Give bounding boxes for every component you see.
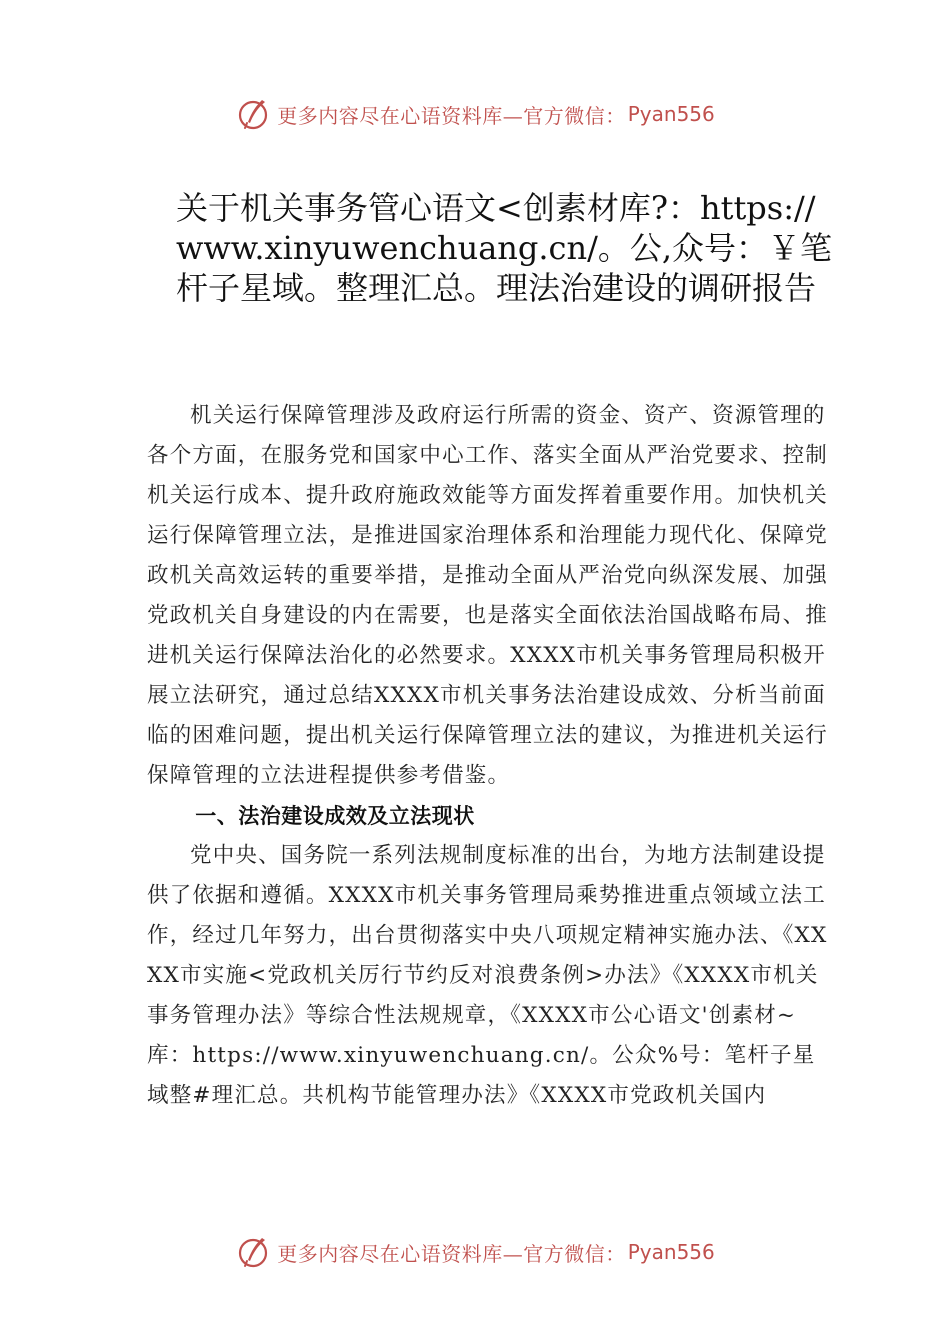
wechat-id: Pyan556 [627,1240,715,1264]
wechat-id: Pyan556 [627,102,715,126]
banner-text: 更多内容尽在心语资料库—官方微信： [277,1241,626,1266]
section-heading-1: 一、法治建设成效及立法现状 [195,804,475,828]
banner-text: 更多内容尽在心语资料库—官方微信： [277,103,626,128]
quill-pen-logo-icon [235,1234,271,1270]
footer-banner [0,1232,950,1272]
document-title: 关于机关事务管心语文<创素材库?：https://www.xinyuwenchuang.cn/。公,众号：￥笔杆子星域。整理汇总。理法治建设的调研报告 [176,189,833,307]
paragraph-intro: 机关运行保障管理涉及政府运行所需的资金、资产、资源管理的各个方面，在服务党和国家中心工作、落实全面从严治党要求、控制机关运行成本、提升政府施政效能等方面发挥着重要作用。加快机关运行保障管理立法，是推进国家治理体系和治理能力现代化、保障党政机关高效运转的重要举措，是推动全面从严治党向纵深发展、加强党政机关自身建设的内在需要，也是落实全面依法治国战略布局、推进机关运行保障法治化的必然要求。XXXX市机关事务管理局积极开展立法研究，通过总结XXXX市机关事务法治建设成效、分析当前面临的困难问题，提出机关运行保障管理立法的建议，为推进机关运行保障管理的立法进程提供参考借鉴。 [147,403,829,788]
document-body [147,396,837,1116]
header-banner [0,94,950,134]
paragraph-section-1: 党中央、国务院一系列法规制度标准的出台，为地方法制建设提供了依据和遵循。XXXX市机关事务管理局乘势推进重点领域立法工作，经过几年努力，出台贯彻落实中央八项规定精神实施办法、《XXXX市实施<党政机关厉行节约反对浪费条例>办法》《XXXX市机关事务管理办法》等综合性法规规章，《XXXX市公心语文'创素材~库：https://www.xinyuwenchuang.cn/。公众%号：笔杆子星域整#理汇总。共机构节能管理办法》《XXXX市党政机关国内 [147,843,828,1108]
quill-pen-logo-icon [235,96,271,132]
